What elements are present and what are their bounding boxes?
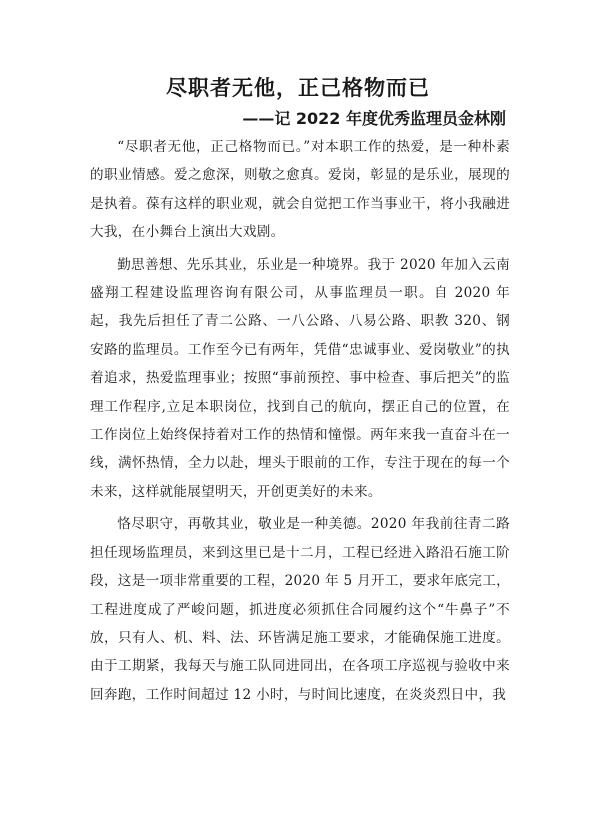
article-body: [90, 133, 510, 713]
paragraph: 恪尽职守，再敬其业，敬业是一种美德。2020 年我前往青二路担任现场监理员，来到这里已是十二月，工程已经进入路沿石施工阶段，这是一项非常重要的工程，2020 年 5 月开工，要求年底完工，工程进度成了严峻问题，抓进度必须抓住合同履约这个“牛鼻子”不放，只有人、机、料、法、环皆满足施工要求，才能确保施工进度。由于工期紧，我每天与施工队同进同出，在各项工序巡视与验收中来回奔跑，工作时间超过 12 小时，与时间比速度，在炎炎烈日中，我: [90, 516, 510, 703]
page-title: 尽职者无他，正己格物而已: [166, 76, 430, 100]
paragraph: “尽职者无他，正己格物而已。”对本职工作的热爱，是一种朴素的职业情感。爱之愈深，则敬之愈真。爱岗，彰显的是乐业，展现的是执着。葆有这样的职业观，就会自觉把工作当事业干，将小我融进大我，在小舞台上演出大戏剧。: [90, 139, 510, 241]
paragraph: 勤思善想、先乐其业，乐业是一种境界。我于 2020 年加入云南盛翔工程建设监理咨询有限公司，从事监理员一职。自 2020 年起，我先后担任了青二公路、一八公路、八易公路、职教 320、钢安路的监理员。工作至今已有两年，凭借“忠诚事业、爱岗敬业”的执着追求，热爱监理事业；按照“事前预控、事中检查、事后把关”的监理工作程序,立足本职岗位，找到自己的航向，摆正自己的位置，在工作岗位上始终保持着对工作的热情和憧憬。两年来我一直奋斗在一线，满怀热情，全力以赴，埋头于眼前的工作，专注于现在的每一个未来，这样就能展望明天，开创更美好的未来。: [90, 256, 510, 500]
page-subtitle: ——记 2022 年度优秀监理员金林刚: [242, 109, 506, 128]
